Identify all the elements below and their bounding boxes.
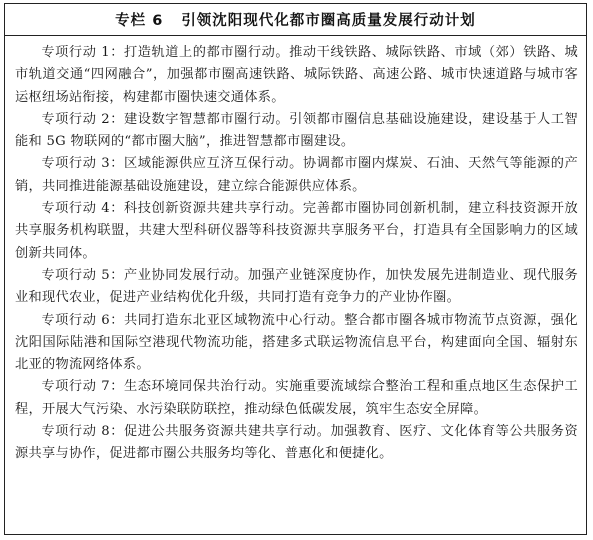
action-text: 科技创新资源共建共享行动。完善都市圈协同创新机制，建立科技资源开放共享服务机构联盟，共建大型科研仪器等科技资源共享服务平台，打造具有全国影响力的区域创新共同体。 — [15, 201, 578, 261]
action-prefix: 专项行动 7： — [41, 379, 124, 395]
box-label: 专栏 6 — [115, 13, 164, 29]
action-paragraph-5 — [15, 265, 578, 310]
action-paragraph-4 — [15, 198, 578, 265]
action-paragraph-2 — [15, 109, 578, 154]
action-text: 建设数字智慧都市圈行动。引领都市圈信息基础设施建设，建设基于人工智能和 5G 物联网的“都市圈大脑”，推进智慧都市圈建设。 — [15, 111, 578, 150]
action-prefix: 专项行动 5： — [41, 267, 124, 283]
action-text: 共同打造东北亚区域物流中心行动。整合都市圈各城市物流节点资源，强化沈阳国际陆港和国际空港现代物流功能，搭建多式联运物流信息平台，构建面向全国、辐射东北亚的物流网络体系。 — [15, 312, 578, 373]
feature-box — [4, 3, 587, 535]
action-text: 打造轨道上的都市圈行动。推动干线铁路、城际铁路、市域（郊）铁路、城市轨道交通“四网融合”，加强都市圈高速铁路、城际铁路、高速公路、城市快速道路与城市客运枢纽场站衔接，构建都市圈快速交通体系。 — [15, 45, 578, 105]
action-prefix: 专项行动 3： — [41, 156, 124, 172]
action-paragraph-1 — [15, 42, 578, 109]
action-prefix: 专项行动 2： — [41, 111, 124, 127]
action-text: 产业协同发展行动。加强产业链深度协作，加快发展先进制造业、现代服务业和现代农业，促进产业结构优化升级，共同打造有竞争力的产业协作圈。 — [15, 267, 578, 306]
action-prefix: 专项行动 6： — [41, 312, 124, 328]
action-paragraph-7 — [15, 376, 578, 421]
action-paragraph-6 — [15, 310, 578, 377]
action-text: 生态环境同保共治行动。实施重要流域综合整治工程和重点地区生态保护工程，开展大气污染、水污染联防联控，推动绿色低碳发展，筑牢生态安全屏障。 — [15, 379, 578, 417]
action-paragraph-8 — [15, 421, 578, 466]
box-content — [5, 36, 586, 466]
action-prefix: 专项行动 1： — [41, 45, 124, 60]
action-text: 促进公共服务资源共建共享行动。加强教育、医疗、文化体育等公共服务资源共享与协作，促进都市圈公共服务均等化、普惠化和便捷化。 — [15, 424, 578, 462]
action-paragraph-3 — [15, 153, 578, 198]
box-title: 引领沈阳现代化都市圈高质量发展行动计划 — [181, 13, 476, 29]
action-prefix: 专项行动 4： — [41, 201, 124, 217]
box-header — [5, 4, 586, 36]
action-prefix: 专项行动 8： — [41, 424, 124, 440]
action-text: 区域能源供应互济互保行动。协调都市圈内煤炭、石油、天然气等能源的产销，共同推进能源基础设施建设，建立综合能源供应体系。 — [15, 156, 578, 194]
